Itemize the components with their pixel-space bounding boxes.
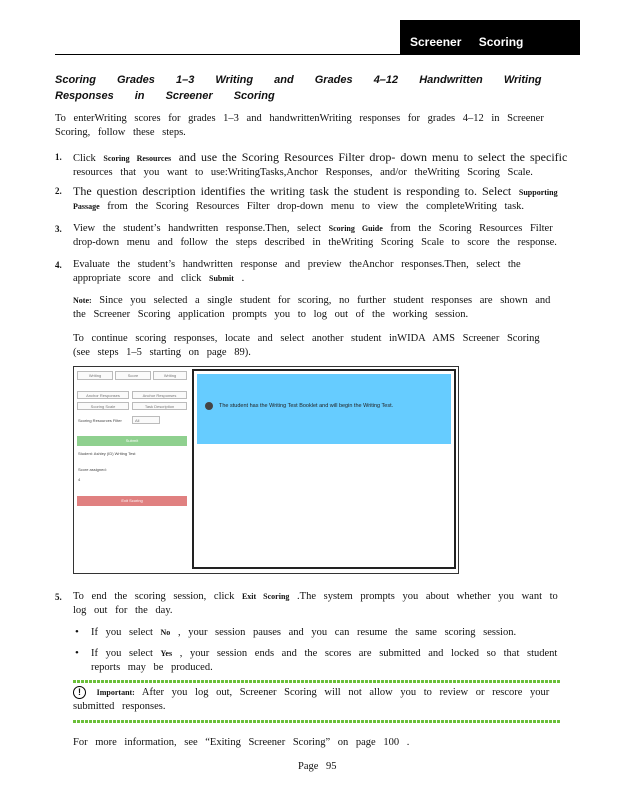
score-value: 4 [78,477,81,482]
tab-writing-2: Writing [153,371,187,380]
step-text: resources that you want to use:WritingTasks,Anchor Responses, and/or theWriting Scoring Scale. [73,167,533,178]
step-5 [73,590,573,618]
screenshot-content-pane [192,369,456,569]
step-text: Evaluate the student’s handwritten response and preview theAnchor responses.Then, select the appropriate score and click [73,259,521,284]
step-text: The question description identifies the writing task the student is responding to. Select [73,184,512,198]
submit-button: Submit [77,436,187,446]
ui-term: Scoring Guide [328,224,383,233]
ui-term: Exit Scoring [241,592,290,601]
note-text: Since you selected a single student for scoring, no further student responses are shown and the Screener Scoring application prompts you to log out of the working session. [73,295,551,320]
ui-term: No [160,628,171,637]
more-info-paragraph: For more information, see “Exiting Screener Scoring” on page 100 . [73,737,410,748]
step-4 [73,258,563,286]
bullet-no [91,626,571,640]
ui-term: Scoring Resources [103,154,172,163]
resource-select: Anchor Responses [132,391,187,399]
step-number: 2. [55,186,62,196]
ui-term: Yes [160,649,173,658]
step-text: from the Scoring Resources Filter drop-down menu and follow the steps described in theWriting Scoring Scale to score the response. [73,223,557,248]
ui-term: Submit [209,274,234,283]
resource-select: Anchor Responses [77,391,129,399]
step-number: 5. [55,592,62,602]
step-1 [73,150,573,180]
bullet-text: If you select [91,627,153,638]
status-message-box [197,374,451,444]
step-text: .The system prompts you about whether you want to log out for the day. [73,591,558,616]
important-top-divider [73,680,561,683]
step-text: View the student’s handwritten response.Then, select [73,223,322,234]
continue-paragraph: To continue scoring responses, locate and select another student inWIDA AMS Screener Scoring (see steps 1–5 starting on page 89). [73,333,540,358]
filter-label: Scoring Resources Filter [78,418,122,423]
exclamation-icon: ! [73,686,86,699]
important-label: Important: [96,688,135,697]
step-text: Click [73,153,96,164]
bullet-text: , your session ends and the scores are submitted and locked so that student reports may be produced. [91,648,558,673]
important-text: After you log out, Screener Scoring will not allow you to review or rescore your submitted responses. [73,687,550,712]
section-title: Scoring Grades 1–3 Writing and Grades 4–12 Handwritten Writing Responses in Screener Scoring [55,74,542,102]
step-text: To end the scoring session, click [73,591,235,602]
scoring-screenshot [73,366,459,574]
bullet-marker: • [75,647,79,659]
bullet-yes [91,647,569,675]
screenshot-sidebar [74,367,190,573]
header-badge: Screener Scoring [400,20,580,55]
intro-paragraph: To enterWriting scores for grades 1–3 and handwrittenWriting responses for grades 4–12 in Screener Scoring, follow these steps. [55,113,544,138]
important-callout [73,686,563,714]
step-text: from the Scoring Resources Filter drop-down menu to view the completeWriting task. [107,201,525,212]
bullet-text: If you select [91,648,153,659]
bullet-marker: • [75,626,79,638]
tab-writing: Writing [77,371,113,380]
tab-score: Score [115,371,151,380]
filter-dropdown: All [132,416,160,424]
bullet-text: , your session pauses and you can resume the same scoring session. [177,627,517,638]
step-text: and use the Scoring Resources Filter drop- down menu to select the specific [178,150,568,164]
exit-scoring-button: Exit Scoring [77,496,187,506]
ui-term: Supporting Passage [73,188,558,211]
status-message: The student has the Writing Test Booklet and will begin the Writing Test. [219,403,394,409]
bullet-dot-icon [205,402,213,410]
page-number: Page 95 [298,761,337,772]
resource-select: Task Description [132,402,187,410]
step-number: 3. [55,224,62,234]
step-text: . [241,273,245,284]
resource-select: Scoring Scale [77,402,129,410]
important-bottom-divider [73,720,561,723]
step-number: 4. [55,260,62,270]
header-rule [55,54,580,55]
student-note: Student: Ashley (ID) Writing Test [78,451,136,456]
step-3 [73,222,573,250]
step-number: 1. [55,152,62,162]
score-label: Score assigned: [78,467,107,472]
note-paragraph [73,294,563,322]
note-label: Note: [73,296,92,305]
step-2 [73,184,573,214]
